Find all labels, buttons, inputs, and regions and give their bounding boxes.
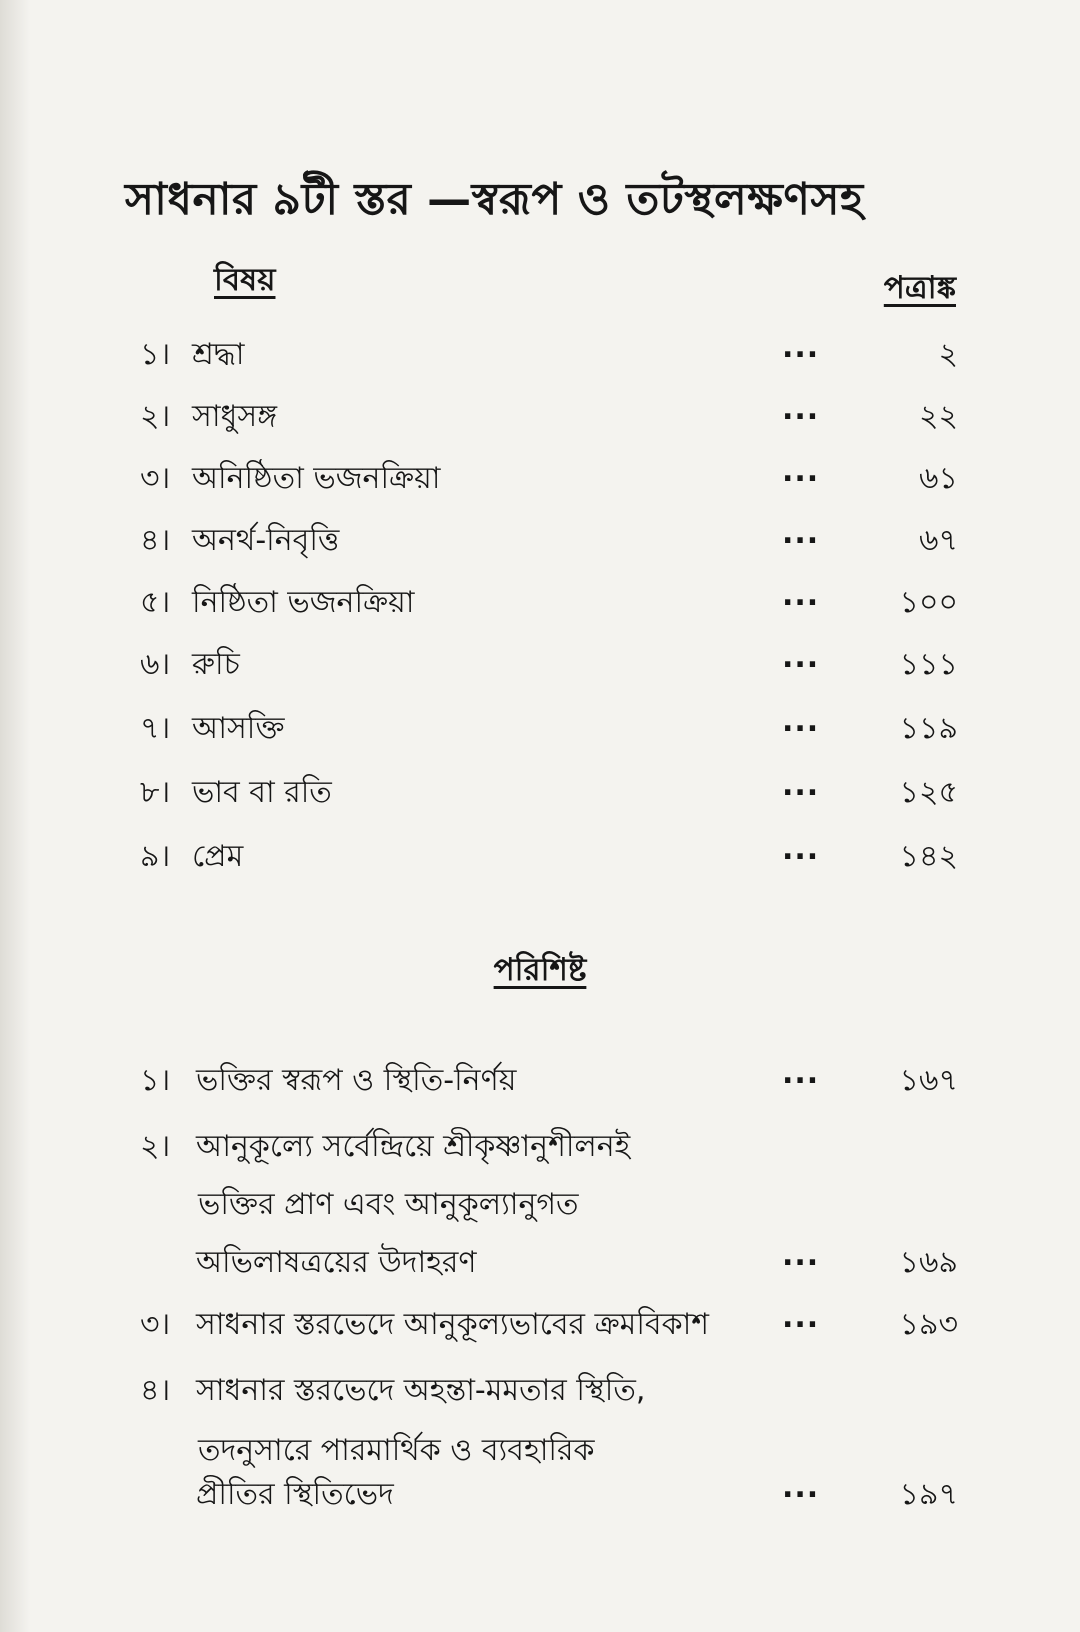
entry-label: আনুকূল্যে সর্বেন্দ্রিয়ে শ্রীকৃষ্ণানুশীলনই xyxy=(196,1129,631,1164)
leader-dots: ... xyxy=(782,454,820,489)
leader-dots: ... xyxy=(782,832,820,867)
entry-page: ১৬৯ xyxy=(899,1245,958,1280)
leader-dots: ... xyxy=(782,330,820,365)
entry-label: ভাব বা রতি xyxy=(192,775,332,810)
entry-page: ২ xyxy=(938,337,958,372)
entry-label-continued: প্রীতির স্থিতিভেদ xyxy=(196,1477,394,1512)
leader-dots: ... xyxy=(782,640,820,675)
entry-label: রুচি xyxy=(192,647,240,682)
entry-page: ৬১ xyxy=(919,461,958,496)
entry-label: সাধনার স্তরভেদে আনুকূল্যভাবের ক্রমবিকাশ xyxy=(196,1307,710,1342)
entry-label-continued: তদনুসারে পারমার্থিক ও ব্যবহারিক xyxy=(198,1433,595,1468)
page-edge-shadow xyxy=(0,0,30,1632)
entry-label: সাধুসঙ্গ xyxy=(192,399,278,434)
leader-dots: ... xyxy=(782,578,820,613)
entry-number: ৮। xyxy=(140,775,171,810)
entry-number: ৩। xyxy=(140,461,171,496)
leader-dots: ... xyxy=(782,516,820,551)
entry-label: আসক্তি xyxy=(192,711,285,746)
entry-number: ৪। xyxy=(140,523,171,558)
subject-column-header: বিষয় xyxy=(214,262,276,298)
leader-dots: ... xyxy=(782,1300,820,1335)
entry-label-continued: অভিলাষত্রয়ের উদাহরণ xyxy=(196,1245,477,1280)
entry-label: সাধনার স্তরভেদে অহন্তা-মমতার স্থিতি, xyxy=(196,1373,646,1408)
entry-number: ৪। xyxy=(140,1373,171,1408)
entry-label: ভক্তির স্বরূপ ও স্থিতি-নির্ণয় xyxy=(196,1063,517,1098)
entry-page: ১২৫ xyxy=(899,775,958,810)
leader-dots: ... xyxy=(782,1056,820,1091)
entry-page: ২২ xyxy=(918,399,958,434)
entry-label: নিষ্ঠিতা ভজনক্রিয়া xyxy=(192,585,415,620)
entry-number: ২। xyxy=(140,399,171,434)
entry-number: ৭। xyxy=(140,711,171,746)
page-column-header: পত্রাঙ্ক xyxy=(883,270,956,306)
entry-page: ১১৯ xyxy=(899,711,958,746)
entry-page: ১৬৭ xyxy=(899,1063,958,1098)
entry-number: ৫। xyxy=(140,585,171,620)
entry-label-continued: ভক্তির প্রাণ এবং আনুকূল্যানুগত xyxy=(198,1187,579,1222)
entry-page: ৬৭ xyxy=(918,523,958,558)
leader-dots: ... xyxy=(782,704,820,739)
entry-page: ১১১ xyxy=(899,647,958,682)
entry-number: ৬। xyxy=(140,647,171,682)
entry-label: অনিষ্ঠিতা ভজনক্রিয়া xyxy=(192,461,441,496)
leader-dots: ... xyxy=(782,392,820,427)
entry-number: ৩। xyxy=(140,1307,171,1342)
leader-dots: ... xyxy=(782,1238,820,1273)
entry-page: ১০০ xyxy=(899,585,958,620)
entry-number: ১। xyxy=(140,337,171,372)
leader-dots: ... xyxy=(782,1470,820,1505)
entry-number: ৯। xyxy=(140,839,171,874)
entry-page: ১৪২ xyxy=(899,839,958,874)
entry-label: শ্রদ্ধা xyxy=(192,337,245,372)
leader-dots: ... xyxy=(782,768,820,803)
entry-page: ১৯৭ xyxy=(899,1477,958,1512)
page-title: সাধনার ৯টী স্তর —স্বরূপ ও তটস্থলক্ষণসহ xyxy=(125,174,864,225)
entry-page: ১৯৩ xyxy=(899,1307,958,1342)
entry-number: ২। xyxy=(140,1129,171,1164)
entry-label: অনর্থ-নিবৃত্তি xyxy=(192,523,340,558)
entry-label: প্রেম xyxy=(192,839,244,874)
appendix-heading: পরিশিষ্ট xyxy=(493,952,587,988)
entry-number: ১। xyxy=(140,1063,171,1098)
